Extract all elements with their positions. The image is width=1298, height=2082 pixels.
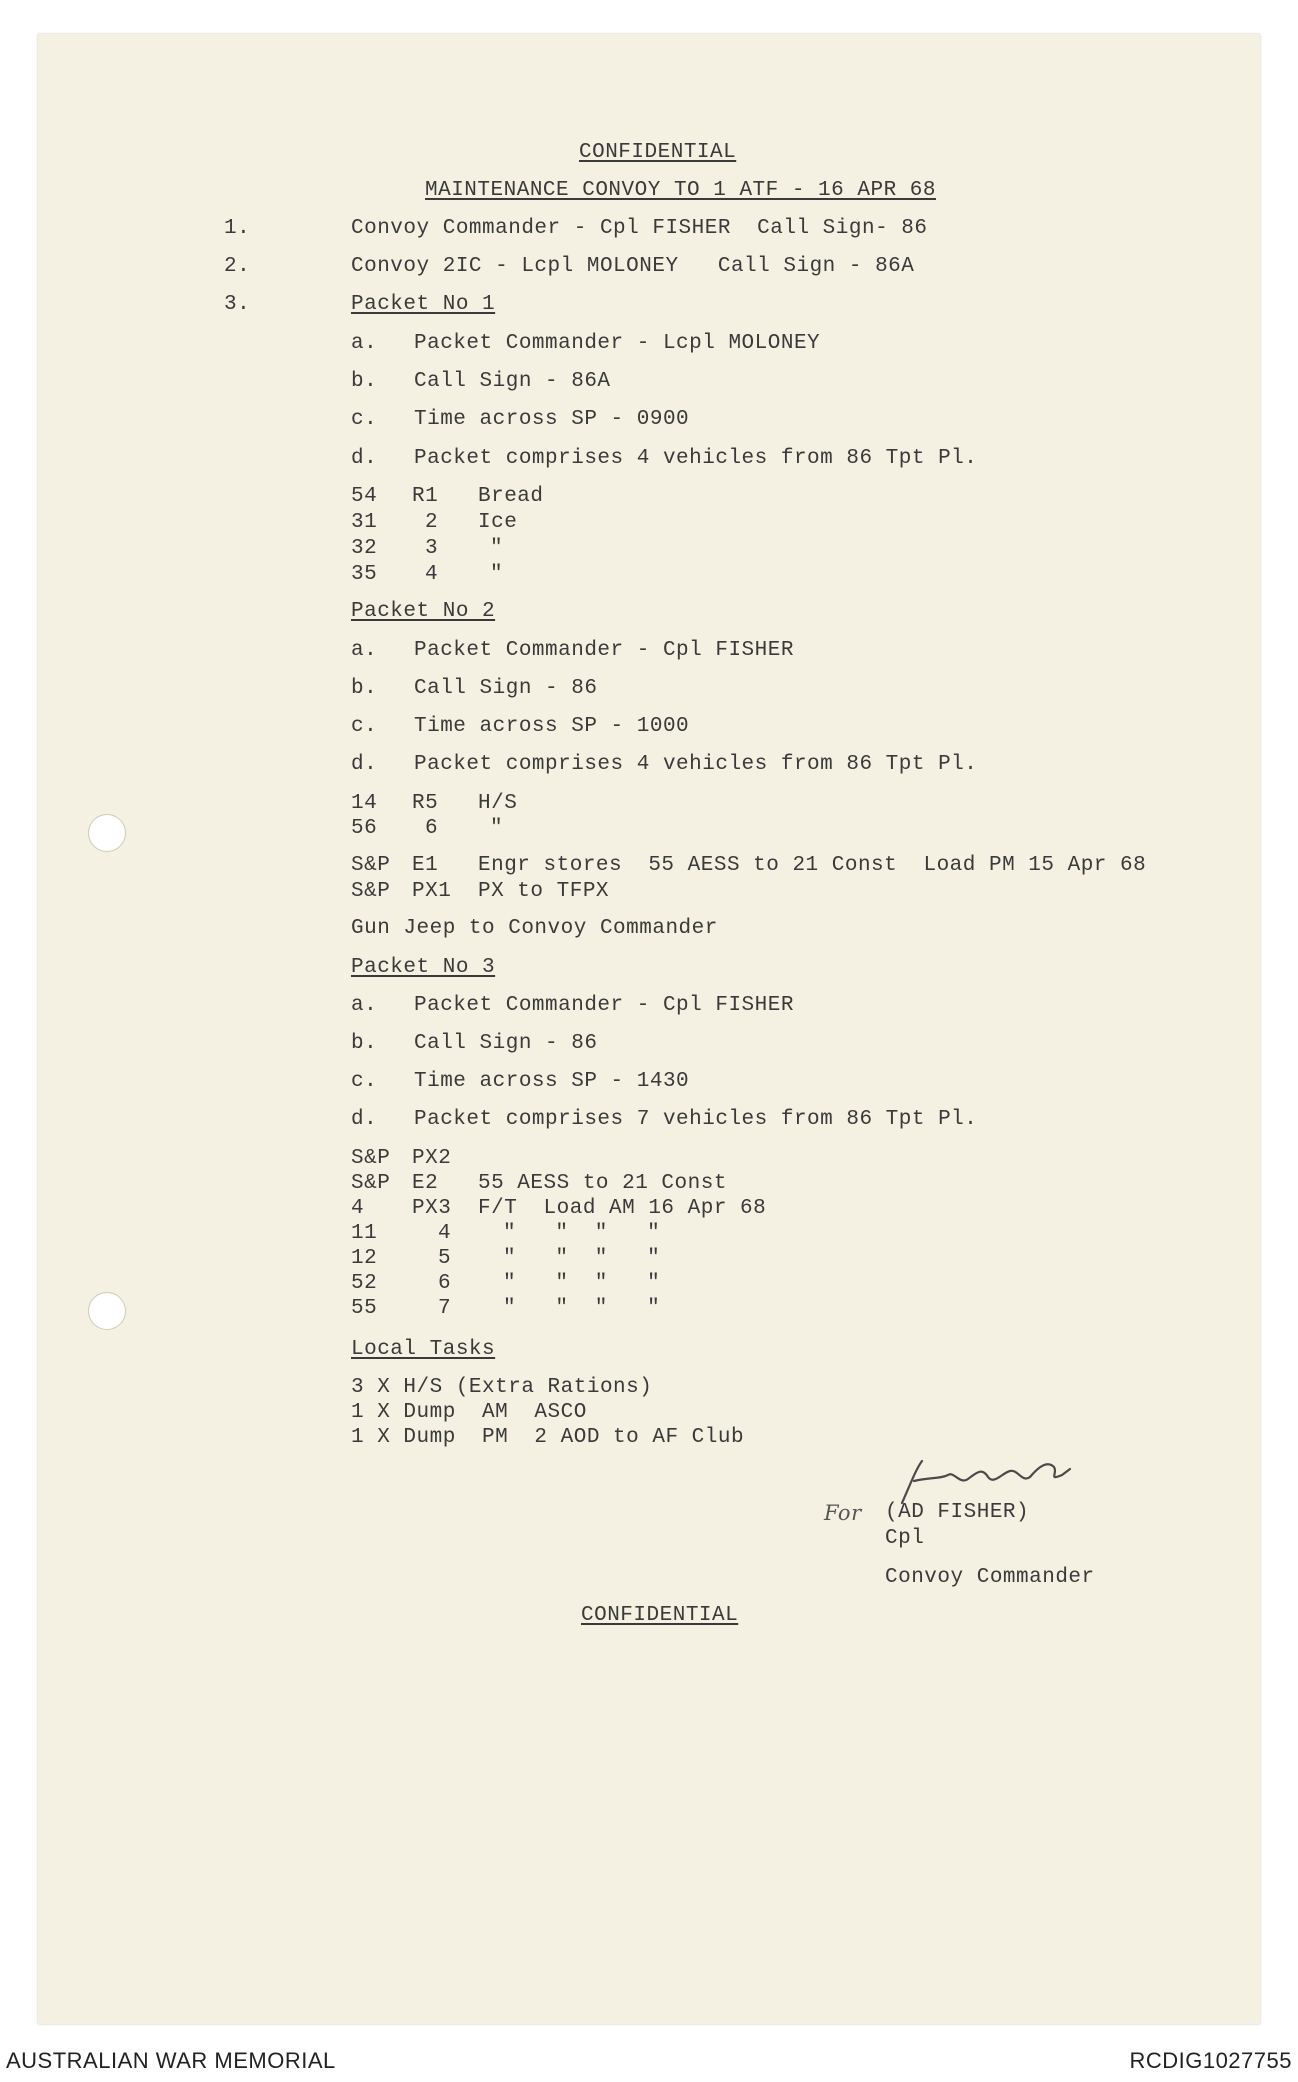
vehicle-number: 4	[351, 1197, 365, 1220]
vehicle-number: 14	[351, 792, 378, 815]
packet1-heading: Packet No 1	[351, 293, 496, 316]
convoy-commander-line: Convoy Commander - Cpl FISHER Call Sign- 86	[351, 217, 928, 240]
classification-top: CONFIDENTIAL	[579, 141, 737, 164]
vehicle-load: Bread	[478, 485, 544, 508]
vehicle-code: R1	[412, 485, 439, 508]
local-task-line: 1 X Dump PM 2 AOD to AF Club	[351, 1426, 745, 1449]
archive-institution: AUSTRALIAN WAR MEMORIAL	[6, 2048, 336, 2073]
vehicle-number: 11	[351, 1222, 378, 1245]
punch-hole	[88, 1292, 126, 1330]
document-title: MAINTENANCE CONVOY TO 1 ATF - 16 APR 68	[425, 179, 936, 202]
stores-load: PX to TFPX	[478, 880, 610, 903]
signature-for-prefix: For	[824, 1501, 862, 1525]
vehicle-number: 52	[351, 1272, 378, 1295]
packet1-time: Time across SP - 0900	[414, 408, 690, 431]
vehicle-number: 56	[351, 817, 378, 840]
vehicle-load: "	[490, 537, 504, 560]
vehicle-code: R5	[412, 792, 439, 815]
vehicle-load: H/S	[478, 792, 518, 815]
sub-label: b.	[351, 677, 378, 700]
sub-label: a.	[351, 639, 378, 662]
stores-load: Engr stores 55 AESS to 21 Const Load PM 15 Apr 68	[478, 854, 1147, 877]
packet3-commander: Packet Commander - Cpl FISHER	[414, 994, 794, 1017]
sub-label: b.	[351, 370, 378, 393]
packet3-time: Time across SP - 1430	[414, 1070, 690, 1093]
signatory-role: Convoy Commander	[885, 1566, 1095, 1589]
sub-label: d.	[351, 753, 378, 776]
vehicle-code: 5	[438, 1247, 452, 1270]
packet2-call-sign: Call Sign - 86	[414, 677, 598, 700]
sub-label: d.	[351, 447, 378, 470]
vehicle-number: S&P	[351, 1172, 391, 1195]
sub-label: d.	[351, 1108, 378, 1131]
vehicle-code: 6	[425, 817, 439, 840]
item-number: 2.	[224, 255, 251, 278]
vehicle-load: "	[490, 817, 504, 840]
vehicle-load: Ice	[478, 511, 518, 534]
local-tasks-heading: Local Tasks	[351, 1338, 496, 1361]
local-task-line: 1 X Dump AM ASCO	[351, 1401, 587, 1424]
packet2-time: Time across SP - 1000	[414, 715, 690, 738]
vehicle-code: 7	[438, 1297, 452, 1320]
vehicle-load: " " " "	[503, 1297, 661, 1320]
packet1-commander: Packet Commander - Lcpl MOLONEY	[414, 332, 821, 355]
convoy-2ic-line: Convoy 2IC - Lcpl MOLONEY Call Sign - 86A	[351, 255, 915, 278]
stores-code: E1	[412, 854, 439, 877]
vehicle-number: 55	[351, 1297, 378, 1320]
signatory-rank: Cpl	[885, 1527, 925, 1550]
local-task-line: 3 X H/S (Extra Rations)	[351, 1376, 653, 1399]
sub-label: c.	[351, 1070, 378, 1093]
vehicle-code: PX3	[412, 1197, 452, 1220]
punch-hole	[88, 814, 126, 852]
vehicle-number: 54	[351, 485, 378, 508]
stores-vehicle: S&P	[351, 880, 391, 903]
gun-jeep-note: Gun Jeep to Convoy Commander	[351, 917, 718, 940]
packet2-comprises: Packet comprises 4 vehicles from 86 Tpt Pl.	[414, 753, 978, 776]
packet3-comprises: Packet comprises 7 vehicles from 86 Tpt Pl.	[414, 1108, 978, 1131]
packet2-commander: Packet Commander - Cpl FISHER	[414, 639, 794, 662]
sub-label: c.	[351, 715, 378, 738]
vehicle-load: F/T Load AM 16 Apr 68	[478, 1197, 767, 1220]
archive-catalogue-id: RCDIG1027755	[1129, 2048, 1292, 2073]
vehicle-number: 32	[351, 537, 378, 560]
vehicle-code: 2	[425, 511, 439, 534]
stores-code: PX1	[412, 880, 452, 903]
sub-label: b.	[351, 1032, 378, 1055]
vehicle-load: " " " "	[503, 1272, 661, 1295]
vehicle-code: 4	[425, 563, 439, 586]
classification-bottom: CONFIDENTIAL	[581, 1604, 739, 1627]
vehicle-code: 4	[438, 1222, 452, 1245]
packet3-heading: Packet No 3	[351, 956, 496, 979]
packet1-comprises: Packet comprises 4 vehicles from 86 Tpt Pl.	[414, 447, 978, 470]
packet2-heading: Packet No 2	[351, 600, 496, 623]
stores-vehicle: S&P	[351, 854, 391, 877]
vehicle-load: " " " "	[503, 1247, 661, 1270]
item-number: 1.	[224, 217, 251, 240]
sub-label: c.	[351, 408, 378, 431]
sub-label: a.	[351, 994, 378, 1017]
vehicle-code: 6	[438, 1272, 452, 1295]
vehicle-number: S&P	[351, 1147, 391, 1170]
vehicle-load: "	[490, 563, 504, 586]
vehicle-number: 35	[351, 563, 378, 586]
sub-label: a.	[351, 332, 378, 355]
vehicle-code: E2	[412, 1172, 439, 1195]
item-number: 3.	[224, 293, 251, 316]
vehicle-load: " " " "	[503, 1222, 661, 1245]
signatory-name: (AD FISHER)	[885, 1501, 1030, 1524]
packet1-call-sign: Call Sign - 86A	[414, 370, 611, 393]
vehicle-number: 12	[351, 1247, 378, 1270]
vehicle-load: 55 AESS to 21 Const	[478, 1172, 727, 1195]
packet3-call-sign: Call Sign - 86	[414, 1032, 598, 1055]
vehicle-code: 3	[425, 537, 439, 560]
vehicle-code: PX2	[412, 1147, 452, 1170]
vehicle-number: 31	[351, 511, 378, 534]
